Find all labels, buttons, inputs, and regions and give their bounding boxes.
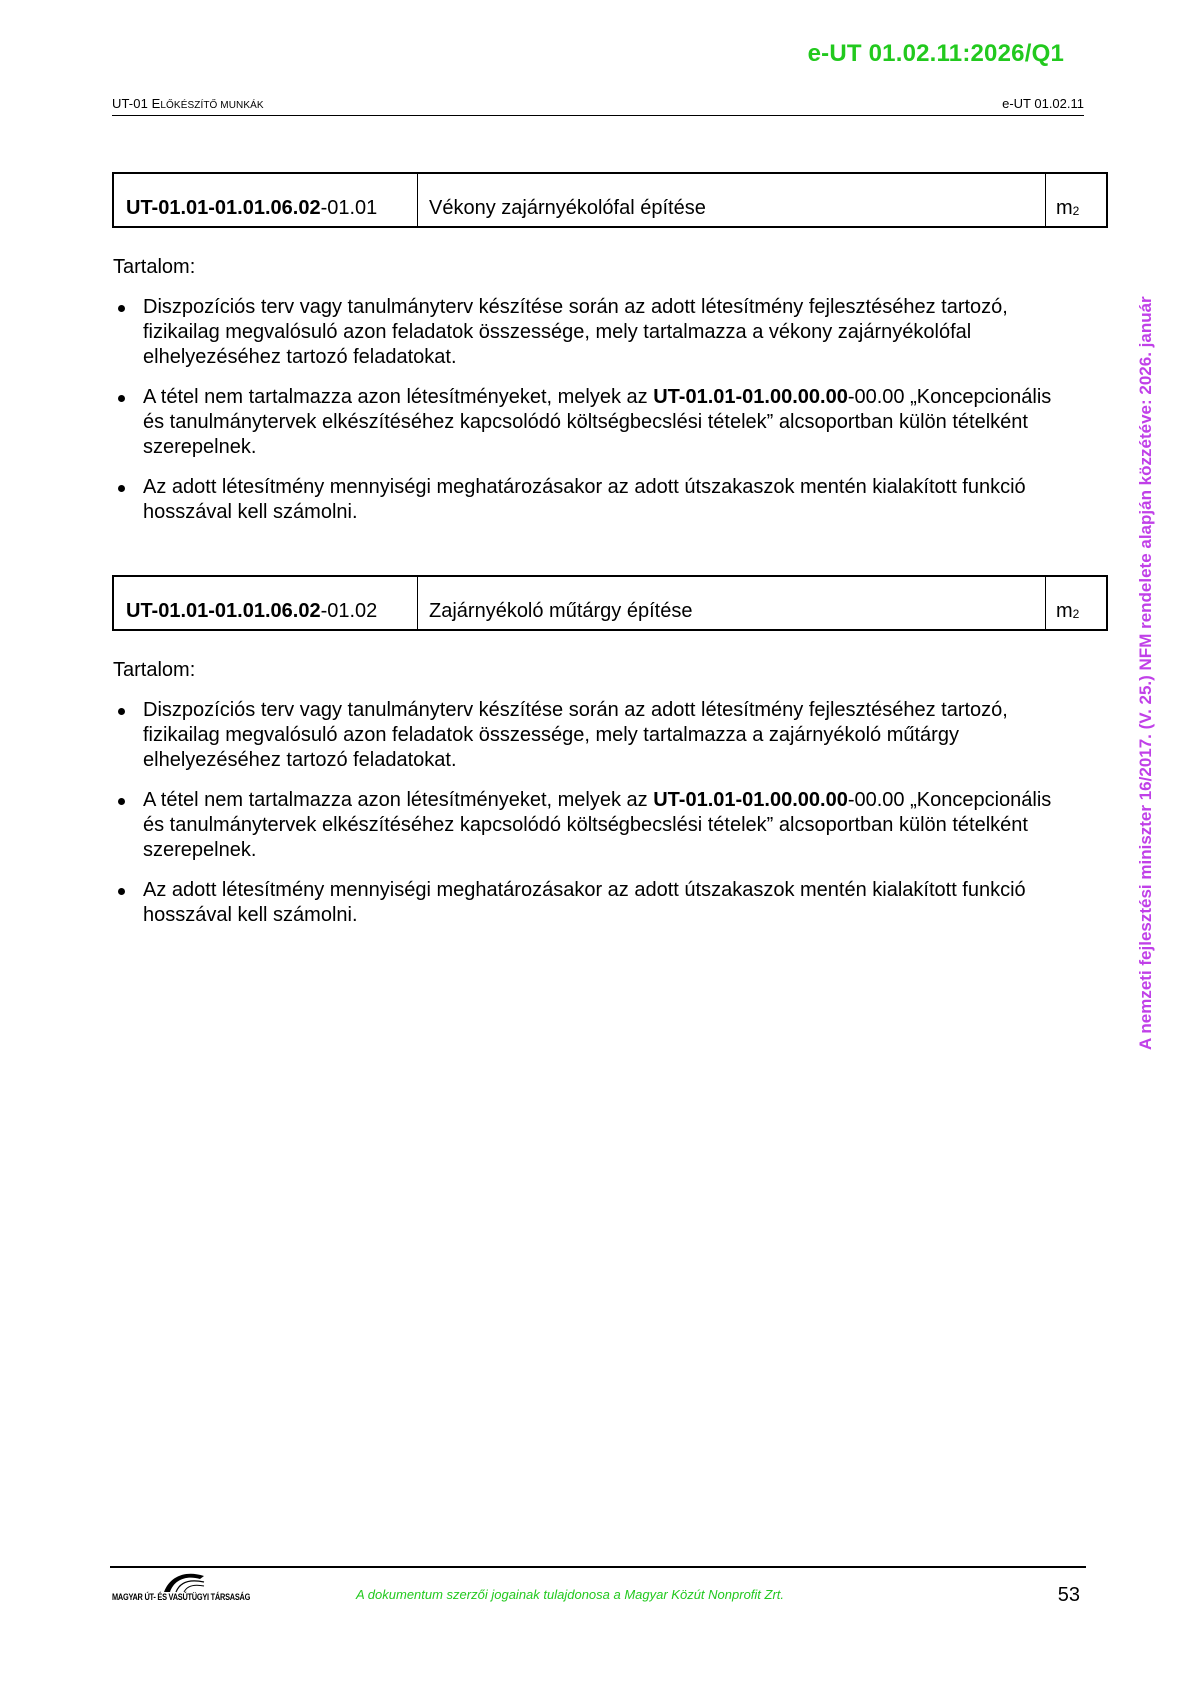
- running-header: [112, 96, 1084, 116]
- item-code: [114, 577, 418, 629]
- reference-code-bold: UT-01.01-01.00.00.00: [653, 789, 848, 811]
- document-code: e-UT 01.02.11:2026/Q1: [807, 40, 1064, 67]
- item-code: [114, 174, 418, 226]
- section-title: [112, 96, 264, 111]
- publication-note: A nemzeti fejlesztési miniszter 16/2017. (V. 25.) NFM rendelete alapján közzétéve: 2026. január: [1136, 296, 1155, 1050]
- list-item-text: „Koncepcionális és tanulmánytervek elkészítéséhez kapcsolódó költségbecslési tételek” alcsoportban külön tételként szerepelnek.: [143, 386, 1052, 458]
- content-list: [113, 295, 1073, 540]
- item-code-suffix: -01.01: [320, 197, 378, 219]
- reference-code-suffix: -00.00: [847, 386, 905, 408]
- page-number: 53: [1057, 1584, 1080, 1606]
- unit-exponent: 2: [1072, 607, 1080, 621]
- reference-code-suffix: -00.00: [847, 789, 905, 811]
- copyright-notice: A dokumentum szerzői jogainak tulajdonosa a Magyar Közút Nonprofit Zrt.: [356, 1587, 785, 1602]
- list-item-text: A tétel nem tartalmazza azon létesítményeket, melyek az: [143, 789, 654, 811]
- footer-divider: [110, 1566, 1086, 1568]
- reference-code-bold: UT-01.01-01.00.00.00: [653, 386, 848, 408]
- unit-exponent: 2: [1072, 204, 1080, 218]
- list-item: [113, 788, 1073, 863]
- content-list: [113, 698, 1073, 943]
- item-code-bold: UT-01.01-01.01.06.02: [126, 197, 321, 219]
- item-code-suffix: -01.02: [320, 600, 378, 622]
- list-item: [113, 385, 1073, 460]
- content-label: Tartalom:: [113, 256, 196, 278]
- item-code-bold: UT-01.01-01.01.06.02: [126, 600, 321, 622]
- list-item: Diszpozíciós terv vagy tanulmányterv készítése során az adott létesítmény fejlesztéséhez tartozó, fizikailag megvalósuló azon feladatok összessége, mely tartalmazza a vékony zajárnyékolófal elhelyezéséhez tartozó feladatokat.: [113, 295, 1073, 370]
- unit-base: m: [1056, 600, 1073, 622]
- item-header-box: [112, 172, 1108, 228]
- section-title-prefix: UT-01 E: [112, 96, 161, 111]
- list-item: Az adott létesítmény mennyiségi meghatározásakor az adott útszakaszok mentén kialakított funkció hosszával kell számolni.: [113, 878, 1073, 928]
- item-title: Vékony zajárnyékolófal építése: [418, 174, 1046, 226]
- item-title: Zajárnyékoló műtárgy építése: [418, 577, 1046, 629]
- item-unit: [1046, 174, 1106, 226]
- item-header-box: [112, 575, 1108, 631]
- unit-base: m: [1056, 197, 1073, 219]
- road-curve-logo-icon: [160, 1570, 210, 1594]
- section-title-rest: LŐKÉSZÍTŐ MUNKÁK: [160, 100, 264, 111]
- list-item-text: „Koncepcionális és tanulmánytervek elkészítéséhez kapcsolódó költségbecslési tételek” alcsoportban külön tételként szerepelnek.: [143, 789, 1052, 861]
- publisher-logo: [112, 1570, 262, 1620]
- content-label: Tartalom:: [113, 659, 196, 681]
- list-item: Diszpozíciós terv vagy tanulmányterv készítése során az adott létesítmény fejlesztéséhez tartozó, fizikailag megvalósuló azon feladatok összessége, mely tartalmazza a zajárnyékoló műtárgy elhelyezéséhez tartozó feladatokat.: [113, 698, 1073, 773]
- list-item: Az adott létesítmény mennyiségi meghatározásakor az adott útszakaszok mentén kialakított funkció hosszával kell számolni.: [113, 475, 1073, 525]
- list-item-text: A tétel nem tartalmazza azon létesítményeket, melyek az: [143, 386, 654, 408]
- standard-reference: e-UT 01.02.11: [1002, 96, 1084, 111]
- publisher-name: MAGYAR ÚT- ÉS VASÚTÜGYI TÁRSASÁG: [112, 1592, 251, 1602]
- item-unit: [1046, 577, 1106, 629]
